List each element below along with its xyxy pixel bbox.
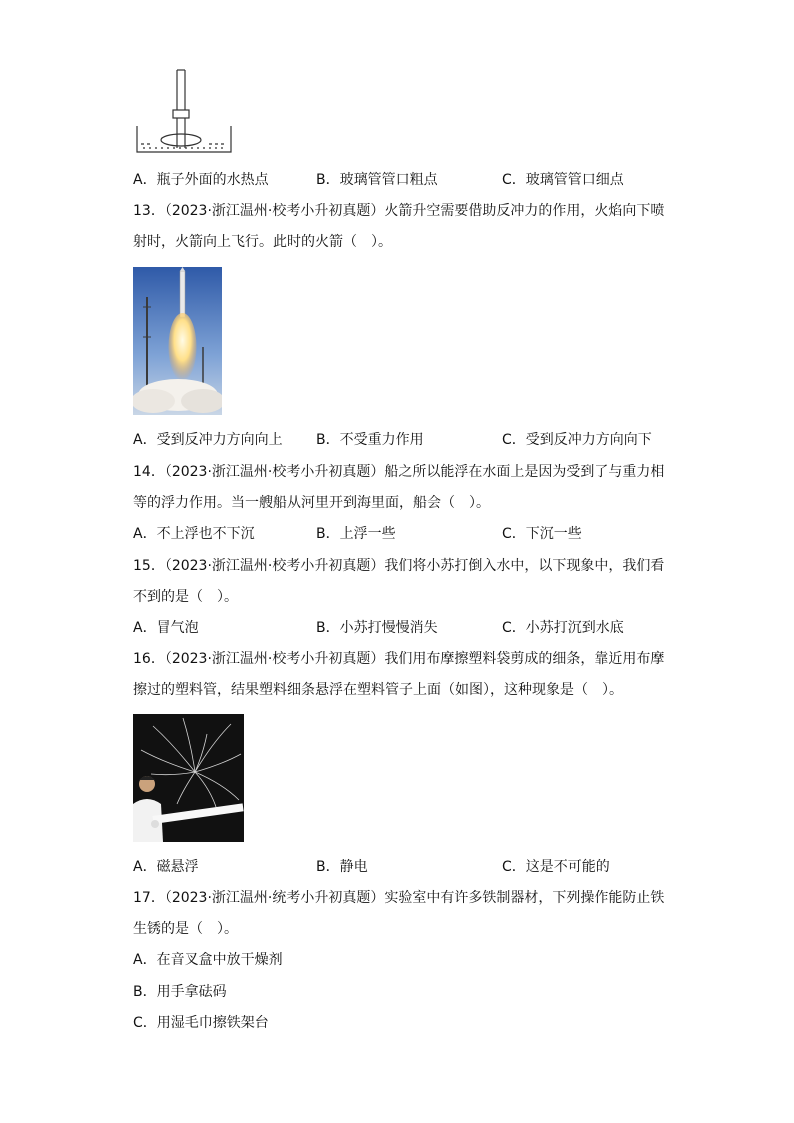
bottle-tube-figure xyxy=(133,68,233,156)
q15-option-b[interactable]: B．小苏打慢慢消失 xyxy=(316,620,438,636)
q16-option-a[interactable]: A．磁悬浮 xyxy=(133,859,199,875)
q13-stem-line2: 射时，火箭向上飞行。此时的火箭（ ）。 xyxy=(133,234,392,250)
q13-stem-line1: 13．（2023·浙江温州·校考小升初真题）火箭升空需要借助反冲力的作用，火焰向下喷 xyxy=(133,203,665,219)
q17-stem-line2: 生锈的是（ ）。 xyxy=(133,921,238,937)
rocket-launch-photo xyxy=(133,267,222,415)
q13-option-b[interactable]: B．不受重力作用 xyxy=(316,432,424,448)
static-image xyxy=(133,714,244,842)
q15-stem-line2: 不到的是（ ）。 xyxy=(133,589,238,605)
rocket-image xyxy=(133,267,222,415)
static-electricity-photo xyxy=(133,714,244,842)
q16-stem-line2: 擦过的塑料管，结果塑料细条悬浮在塑料管子上面（如图），这种现象是（ ）。 xyxy=(133,682,623,698)
q16-stem-line1: 16．（2023·浙江温州·校考小升初真题）我们用布摩擦塑料袋剪成的细条，靠近用布摩 xyxy=(133,651,665,667)
bottle-tube-drawing xyxy=(133,68,233,156)
q16-option-c[interactable]: C．这是不可能的 xyxy=(502,859,610,875)
q12-option-c[interactable]: C．玻璃管管口细点 xyxy=(502,172,624,188)
q14-option-c[interactable]: C．下沉一些 xyxy=(502,526,582,542)
q14-stem-line1: 14．（2023·浙江温州·校考小升初真题）船之所以能浮在水面上是因为受到了与重力相 xyxy=(133,464,665,480)
q14-option-b[interactable]: B．上浮一些 xyxy=(316,526,396,542)
q16-option-b[interactable]: B．静电 xyxy=(316,859,368,875)
q17-option-c[interactable]: C．用湿毛巾擦铁架台 xyxy=(133,1015,269,1031)
q17-stem-line1: 17．（2023·浙江温州·统考小升初真题）实验室中有许多铁制器材，下列操作能防止铁 xyxy=(133,890,665,906)
q17-option-a[interactable]: A．在音叉盒中放干燥剂 xyxy=(133,952,283,968)
q15-option-c[interactable]: C．小苏打沉到水底 xyxy=(502,620,624,636)
q14-stem-line2: 等的浮力作用。当一艘船从河里开到海里面，船会（ ）。 xyxy=(133,495,490,511)
q12-option-b[interactable]: B．玻璃管管口粗点 xyxy=(316,172,438,188)
q17-option-b[interactable]: B．用手拿砝码 xyxy=(133,984,227,1000)
q14-option-a[interactable]: A．不上浮也不下沉 xyxy=(133,526,255,542)
q13-option-c[interactable]: C．受到反冲力方向向下 xyxy=(502,432,652,448)
q15-stem-line1: 15．（2023·浙江温州·校考小升初真题）我们将小苏打倒入水中，以下现象中，我们看 xyxy=(133,558,665,574)
q15-option-a[interactable]: A．冒气泡 xyxy=(133,620,199,636)
q12-option-a[interactable]: A．瓶子外面的水热点 xyxy=(133,172,269,188)
q13-option-a[interactable]: A．受到反冲力方向向上 xyxy=(133,432,283,448)
